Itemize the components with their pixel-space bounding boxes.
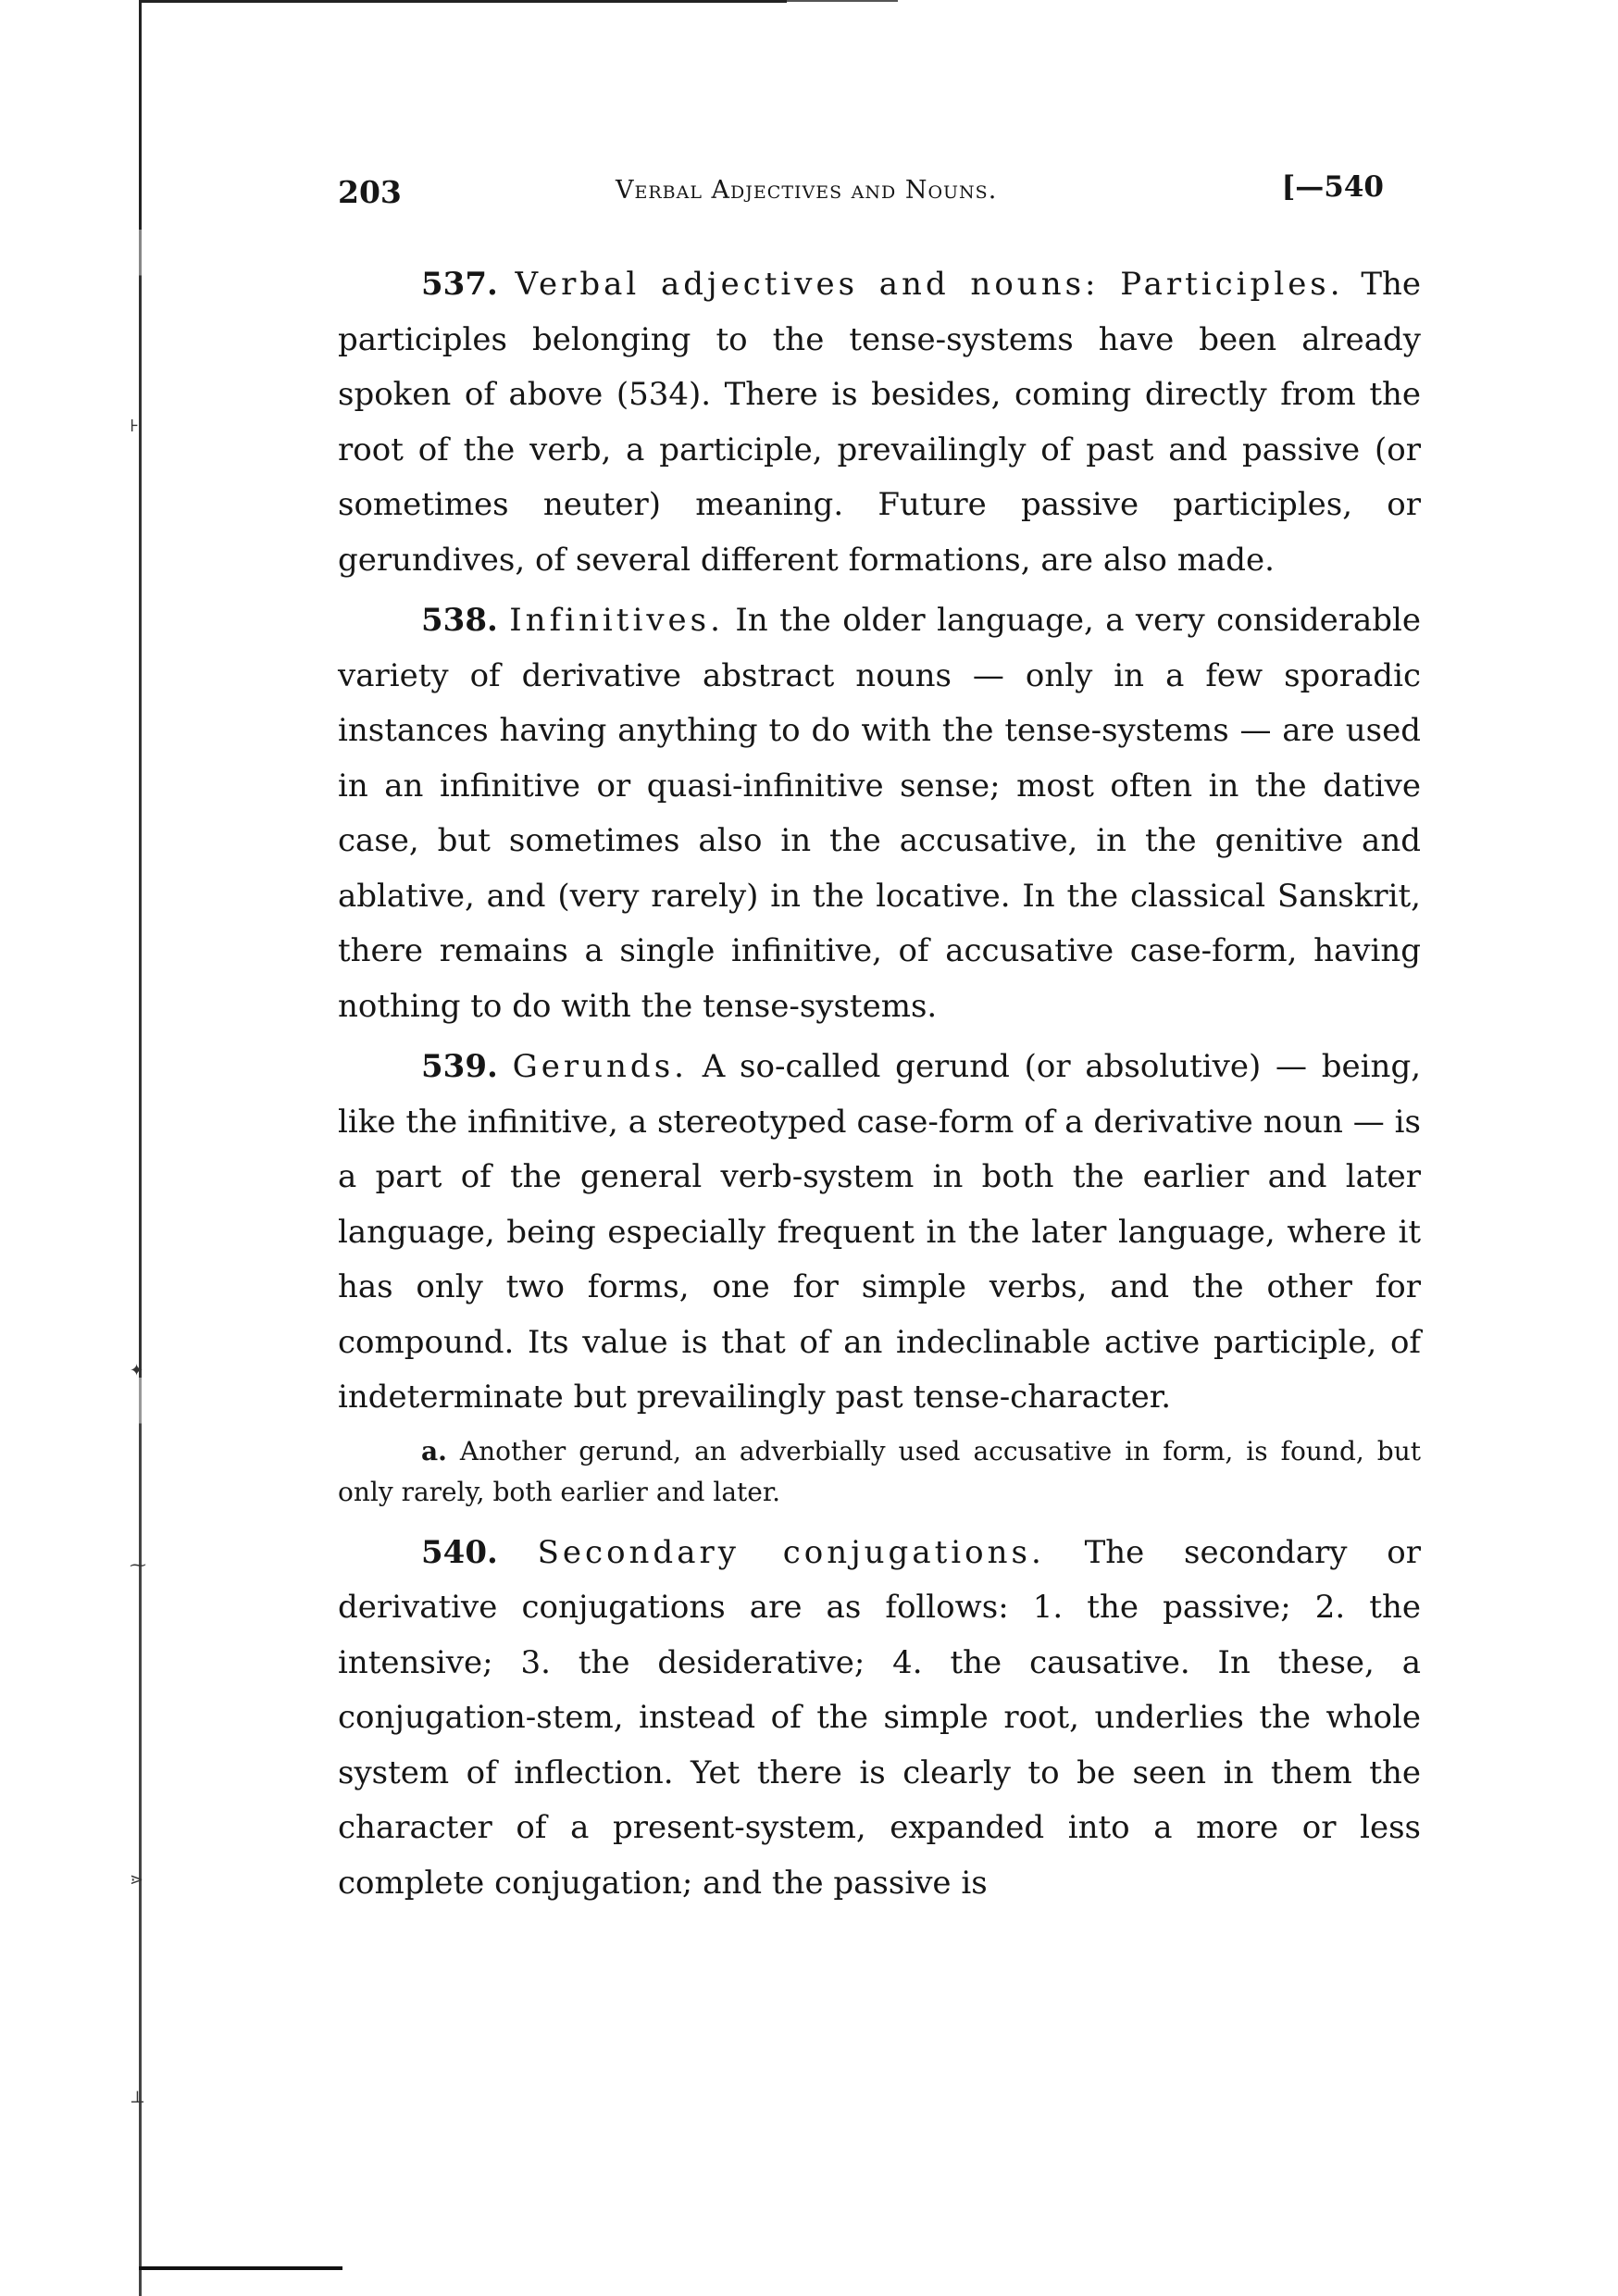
scan-edge-top-faint bbox=[787, 0, 898, 2]
note-label: a. bbox=[421, 1435, 447, 1466]
margin-mark: ⋗ bbox=[130, 1870, 144, 1890]
running-title: Verbal Adjectives and Nouns. bbox=[616, 176, 998, 205]
section-number: 537. bbox=[421, 266, 498, 303]
section-number: 538. bbox=[421, 602, 498, 639]
section-range: [—540 bbox=[1281, 170, 1384, 204]
section-body: In the older language, a very considerable variety of derivative abstract nouns — only in a few sporadic instances having anything to do with the tense-systems — are used in an infinitive or quasi-infinitive sense; most often in the dative case, but sometimes also in the accusative, in the genitive and ablative, and (very rarely) in the locative. In the classical Sanskrit, there remains a single infinitive, of accusative case-form, having nothing to do with the tense-systems. bbox=[338, 602, 1421, 1025]
scan-binding-edge bbox=[139, 0, 142, 2296]
margin-mark: ⁓ bbox=[130, 1555, 146, 1575]
section-body: A so-called gerund (or absolutive) — being, like the infinitive, a stereotyped case-form of a derivative noun — is a part of the general verb-system in both the earlier and later language, being especially frequent in the later language, where it has only two forms, one for simple verbs, and the other for compound. Its value is that of an indeclinable active participle, of indeterminate but prevailingly past tense-character. bbox=[338, 1048, 1422, 1416]
section-539 bbox=[338, 1040, 1421, 1426]
section-number: 539. bbox=[421, 1048, 498, 1085]
section-540 bbox=[338, 1526, 1421, 1912]
section-number: 540. bbox=[421, 1533, 498, 1571]
page-number: 203 bbox=[338, 174, 402, 210]
margin-mark: ✦ bbox=[130, 1361, 144, 1380]
scan-edge-bottom bbox=[139, 2266, 342, 2270]
margin-mark: ⊦ bbox=[130, 417, 140, 436]
section-body: The participles belonging to the tense-systems have been already spoken of above (534). There is besides, coming directly from the root of the verb, a participle, prevailingly of past and passive (or sometimes neuter) meaning. Future passive participles, or gerundives, of several different formations, are also made. bbox=[338, 266, 1422, 579]
scan-edge-top bbox=[139, 0, 787, 3]
note-text: Another gerund, an adverbially used accusative in form, is found, but only rarely, both earlier and later. bbox=[338, 1435, 1421, 1507]
section-heading: Secondary conjugations. bbox=[537, 1533, 1045, 1571]
note-539a bbox=[338, 1431, 1421, 1513]
section-537 bbox=[338, 257, 1421, 588]
margin-mark: ⊥ bbox=[130, 2088, 145, 2107]
book-page bbox=[338, 167, 1421, 1911]
page-header bbox=[338, 167, 1421, 222]
section-heading: Verbal adjectives and nouns: Participles. bbox=[515, 266, 1344, 303]
section-heading: Infinitives. bbox=[509, 602, 724, 639]
section-body: The secondary or derivative conjugations are as follows: 1. the passive; 2. the intensive; 3. the desiderative; 4. the causative. In these, a conjugation-stem, instead of the simple root, underlies the whole system of inflection. Yet there is clearly to be seen in them the character of a present-system, expanded into a more or less complete conjugation; and the passive is bbox=[338, 1533, 1422, 1902]
section-538 bbox=[338, 593, 1421, 1034]
section-heading: Gerunds. bbox=[512, 1048, 688, 1085]
